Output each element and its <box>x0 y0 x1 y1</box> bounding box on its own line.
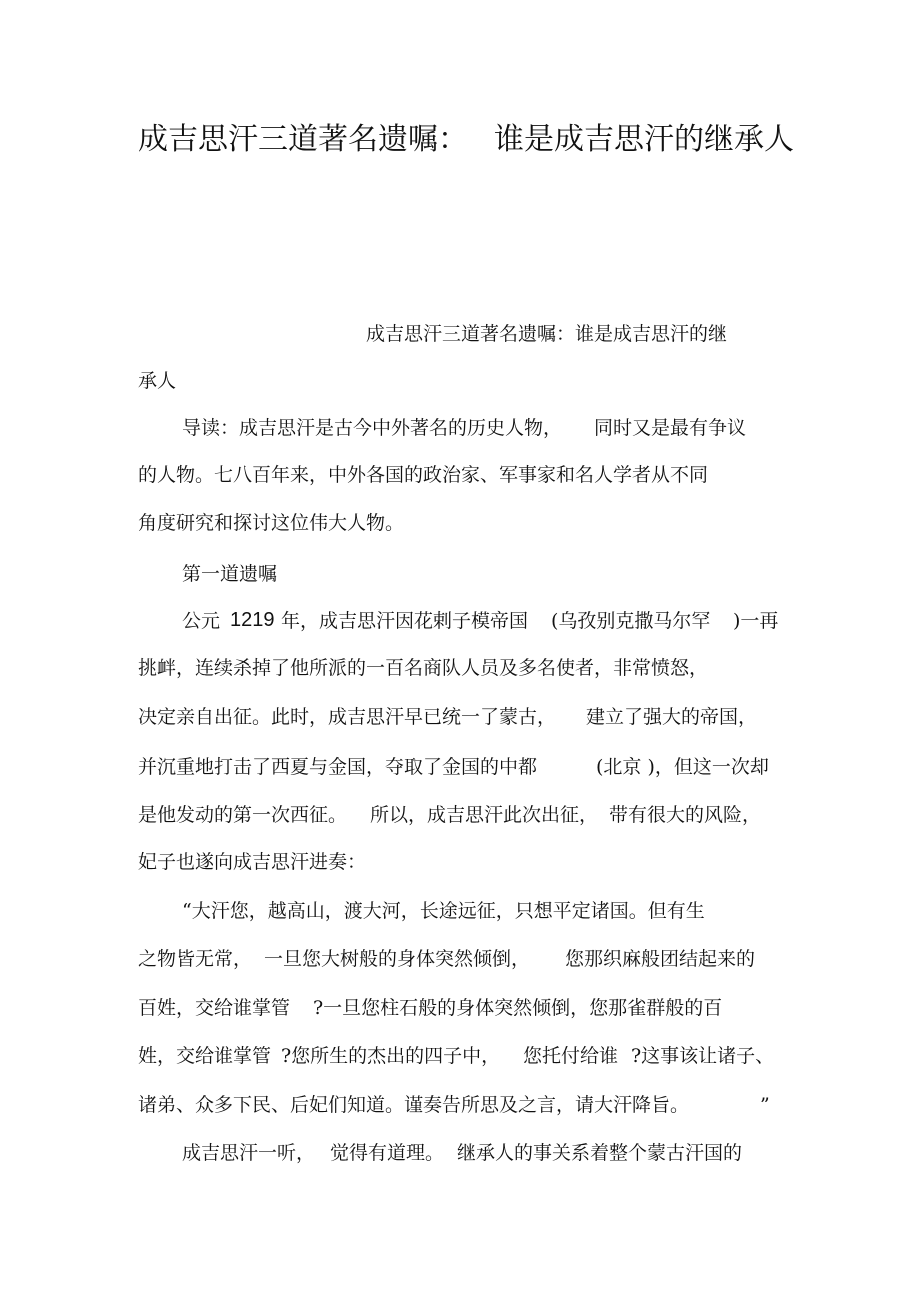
p1-line-1b: 年，成吉思汗因花剌子模帝国 <box>281 610 529 632</box>
quote-line-3a: 百姓，交给谁掌管 <box>138 997 291 1019</box>
intro-line-1b: 同时又是最有争议 <box>594 417 747 439</box>
quote-line-4b: ?您所生的杰出的四子中， <box>281 1045 501 1067</box>
p2-line-1a: 成吉思汗一听， <box>182 1142 316 1164</box>
p1-line-5b: 所以，成吉思汗此次出征， <box>370 804 599 826</box>
subtitle-line-1: 成吉思汗三道著名遗嘱：谁是成吉思汗的继 <box>366 323 728 345</box>
quote-line-2a: 之物皆无常， <box>138 948 253 970</box>
quote-line-2b: 一旦您大树般的身体突然倾倒， <box>264 948 531 970</box>
p1-line-5c: 带有很大的风险， <box>609 804 762 826</box>
intro-line-1a: 导读：成吉思汗是古今中外著名的历史人物， <box>182 417 563 439</box>
section-heading-first-will: 第一道遗嘱 <box>182 563 278 585</box>
quote-line-2c: 您那织麻般团结起来的 <box>565 948 756 970</box>
page-title <box>138 120 794 160</box>
p1-line-4b: (北京 )，但这一次却 <box>596 756 769 778</box>
p2-line-1b: 觉得有道理。 <box>330 1142 445 1164</box>
subtitle-line-2: 承人 <box>138 370 177 392</box>
quote-line-1: “大汗您，越高山，渡大河，长途远征，只想平定诸国。但有生 <box>182 900 705 922</box>
p1-line-6: 妃子也遂向成吉思汗进奏： <box>138 851 367 873</box>
title-part-2: 谁是成吉思汗的继承人 <box>494 122 794 157</box>
quote-line-5b: ” <box>760 1094 770 1116</box>
p1-line-1-year: 1219 <box>230 609 275 631</box>
p2-line-1c: 继承人的事关系着整个蒙古汗国的 <box>457 1142 743 1164</box>
quote-line-5a: 诸弟、众多下民、后妃们知道。谨奏告所思及之言，请大汗降旨。 <box>138 1094 690 1116</box>
title-part-1: 成吉思汗三道著名遗嘱： <box>138 122 468 157</box>
quote-line-4d: ?这事该让诸子、 <box>631 1045 775 1067</box>
p1-line-1d: )一再 <box>733 610 779 632</box>
p1-line-3b: 建立了强大的帝国， <box>586 706 758 728</box>
p1-line-2: 挑衅，连续杀掉了他所派的一百名商队人员及多名使者，非常愤怒， <box>138 657 709 679</box>
p1-line-4a: 并沉重地打击了西夏与金国，夺取了金国的中都 <box>138 756 538 778</box>
quote-line-4a: 姓，交给谁掌管 <box>138 1045 272 1067</box>
intro-line-3: 角度研究和探讨这位伟大人物。 <box>138 512 405 534</box>
quote-line-4c: 您托付给谁 <box>523 1045 619 1067</box>
p1-line-1c: (乌孜别克撒马尔罕 <box>551 610 711 632</box>
intro-line-2: 的人物。七八百年来，中外各国的政治家、军事家和名人学者从不同 <box>138 464 709 486</box>
p1-line-3a: 决定亲自出征。此时，成吉思汗早已统一了蒙古， <box>138 706 557 728</box>
quote-line-3b: ?一旦您柱石般的身体突然倾倒，您那雀群般的百 <box>313 997 723 1019</box>
p1-line-5a: 是他发动的第一次西征。 <box>138 804 348 826</box>
p1-line-1a: 公元 <box>182 610 221 632</box>
